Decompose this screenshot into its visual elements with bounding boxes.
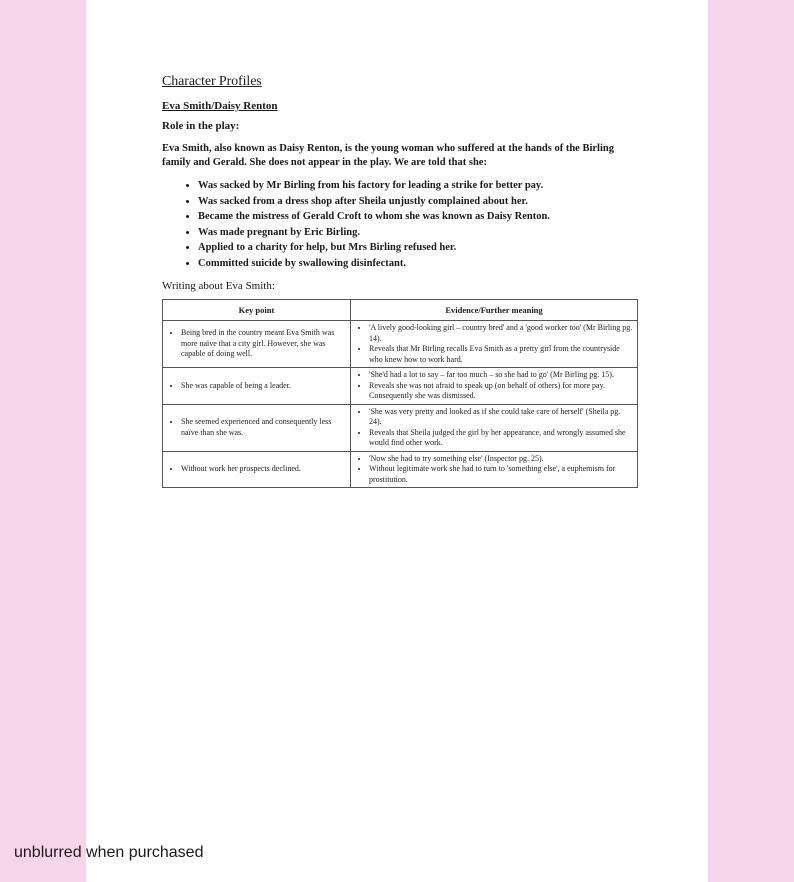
- key-point-cell: [163, 404, 351, 451]
- document-title: Character Profiles: [162, 74, 262, 89]
- key-point-text: • Without work her prospects declined.: [181, 464, 346, 475]
- evidence-cell: [351, 368, 638, 405]
- evidence-cell: [351, 451, 638, 488]
- evidence-item: • Reveals that Sheila judged the girl by her appearance, and wrongly assumed she would find other work.: [369, 428, 633, 449]
- header-evidence: Evidence/Further meaning: [351, 300, 638, 321]
- role-label: Role in the play:: [162, 120, 240, 132]
- fact-item: • Became the mistress of Gerald Croft to whom she was known as Daisy Renton.: [198, 209, 637, 225]
- character-subheading: Eva Smith/Daisy Renton: [162, 100, 278, 112]
- key-point-text: • She seemed experienced and consequently less naïve than she was.: [181, 417, 346, 438]
- fact-item: • Was sacked by Mr Birling from his factory for leading a strike for better pay.: [198, 178, 637, 194]
- evidence-item: • 'She was very pretty and looked as if she could take care of herself' (Sheila pg. 24).: [369, 407, 633, 428]
- fact-item: • Applied to a charity for help, but Mrs Birling refused her.: [198, 240, 637, 256]
- document-content: [162, 74, 637, 488]
- evidence-item: • 'She'd had a lot to say – far too much – so she had to go' (Mr Birling pg. 15).: [369, 370, 633, 381]
- fact-item: • Was sacked from a dress shop after Sheila unjustly complained about her.: [198, 194, 637, 210]
- evidence-item: • Reveals that Mr Birling recalls Eva Smith as a pretty girl from the countryside who knew how to work hard.: [369, 344, 633, 365]
- evidence-cell: [351, 321, 638, 368]
- intro-paragraph: Eva Smith, also known as Daisy Renton, is the young woman who suffered at the hands of the Birling family and Gerald. She does not appear in the play. We are told that she:: [162, 143, 614, 168]
- document-page: [86, 0, 708, 882]
- evidence-item: • 'A lively good-looking girl – country bred' and a 'good worker too' (Mr Birling pg. 14).: [369, 323, 633, 344]
- key-point-cell: [163, 451, 351, 488]
- header-key-point: Key point: [163, 300, 351, 321]
- evidence-cell: [351, 404, 638, 451]
- evidence-item: • Without legitimate work she had to turn to 'something else', a euphemism for prostitution.: [369, 464, 633, 485]
- table-row: [163, 451, 638, 488]
- purchase-notice: unblurred when purchased: [14, 844, 204, 861]
- table-row: [163, 368, 638, 405]
- fact-item: • Was made pregnant by Eric Birling.: [198, 225, 637, 241]
- table-row: [163, 321, 638, 368]
- key-point-cell: [163, 321, 351, 368]
- evidence-item: • 'Now she had to try something else' (Inspector pg. 25).: [369, 454, 633, 465]
- evidence-table: [162, 299, 638, 488]
- facts-list: [162, 178, 637, 271]
- key-point-cell: [163, 368, 351, 405]
- fact-item: • Committed suicide by swallowing disinfectant.: [198, 256, 637, 272]
- key-point-text: • She was capable of being a leader.: [181, 381, 346, 392]
- evidence-item: • Reveals she was not afraid to speak up (on behalf of others) for more pay. Consequently she was dismissed.: [369, 381, 633, 402]
- table-header-row: [163, 300, 638, 321]
- key-point-text: • Being bred in the country meant Eva Smith was more naïve that a city girl. However, she was capable of doing well.: [181, 328, 346, 360]
- writing-label: Writing about Eva Smith:: [162, 280, 275, 292]
- table-row: [163, 404, 638, 451]
